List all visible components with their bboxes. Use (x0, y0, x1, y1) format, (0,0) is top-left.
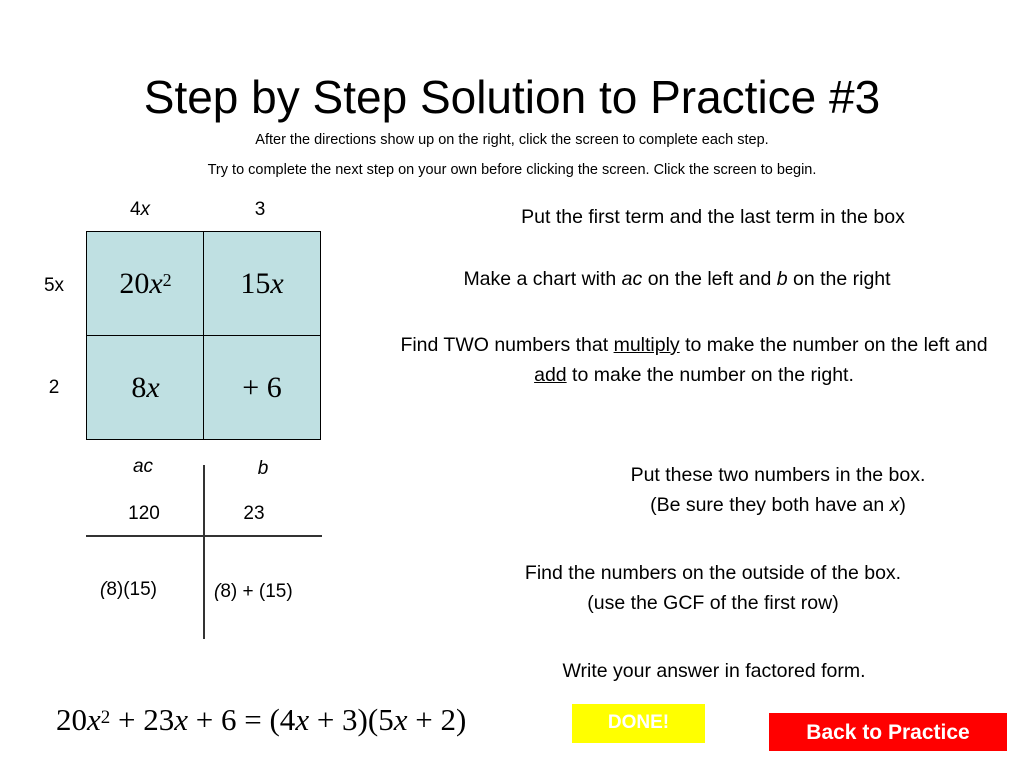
chart-product-rest: 8)(15) (106, 579, 158, 600)
step-5 (446, 558, 980, 618)
box-top-label-1 (110, 198, 170, 222)
chart-b-label-text: b (257, 458, 269, 479)
step-5-line-2: (use the GCF of the first row) (587, 592, 839, 614)
box-cell-bottom-left-coef: 8 (131, 370, 147, 404)
step-1: Put the first term and the last term in the box (521, 206, 905, 228)
chart-vertical-divider (203, 465, 205, 639)
answer-var-1: x (174, 702, 189, 737)
box-cell-bottom-right: + 6 (203, 335, 321, 440)
chart-b-label (238, 457, 288, 481)
page-title: Step by Step Solution to Practice #3 (143, 71, 881, 123)
box-cell-top-left-exp: 2 (162, 269, 172, 290)
box-cell-top-right-coef: 15 (240, 267, 271, 300)
box-side-label-1: 5x (43, 275, 65, 296)
box-cell-top-left-coef: 20 (119, 267, 150, 300)
box-cell-top-right-var: x (270, 267, 284, 300)
step-4-line-2-x: x (889, 494, 900, 516)
answer-part-a: + 23 (110, 702, 175, 737)
chart-product-pair (100, 578, 190, 602)
step-2-part-b: on the left and (642, 268, 777, 290)
answer-var-2: x (295, 702, 310, 737)
box-cell-bottom-left (86, 335, 205, 440)
chart-sum-pair (214, 580, 326, 604)
chart-b-value: 23 (243, 503, 265, 524)
step-2-part-a: Make a chart with (463, 268, 622, 290)
answer-part-c: + 3)(5 (309, 702, 394, 737)
chart-product-open-paren: ( (100, 579, 107, 600)
chart-ac-label-text: ac (132, 456, 154, 477)
back-to-practice-button[interactable]: Back to Practice (768, 712, 1008, 752)
step-3-part-c: to make the number on the right. (566, 364, 854, 386)
instruction-line-2: Try to complete the next step on your own before clicking the screen. Click the screen to begin. (207, 162, 817, 178)
step-2 (374, 264, 980, 294)
chart-sum-rest: 8) + (15) (220, 581, 293, 602)
step-4 (560, 460, 996, 520)
answer-part-b: + 6 = (4 (188, 702, 296, 737)
step-3-add: add (534, 364, 567, 386)
step-6: Write your answer in factored form. (562, 660, 866, 682)
step-4-line-2-a: (Be sure they both have an (650, 494, 890, 516)
instruction-line-1: After the directions show up on the right, click the screen to complete each step. (255, 132, 769, 148)
step-2-b: b (776, 268, 788, 290)
chart-ac-value: 120 (128, 503, 160, 524)
final-answer-equation (56, 700, 466, 740)
box-top-label-2: 3 (254, 199, 266, 220)
answer-var-3: x (393, 702, 408, 737)
answer-lhs-var: x (87, 702, 101, 737)
box-cell-top-left-var: x (149, 267, 163, 300)
box-side-label-2: 2 (48, 377, 60, 398)
box-cell-bottom-left-var: x (146, 370, 160, 404)
step-4-line-1: Put these two numbers in the box. (630, 464, 926, 486)
chart-horizontal-divider (86, 535, 322, 537)
step-2-part-c: on the right (787, 268, 891, 290)
box-cell-top-right (203, 231, 321, 337)
chart-sum-open-paren: ( (214, 581, 221, 602)
done-button[interactable]: DONE! (572, 704, 705, 743)
box-cell-top-left (86, 231, 205, 337)
step-4-line-2-b: ) (899, 494, 906, 516)
box-top-label-1-var: x (140, 199, 151, 220)
step-2-ac: ac (621, 268, 643, 290)
step-3-multiply: multiply (613, 334, 680, 356)
step-3 (398, 330, 990, 390)
answer-lhs-exp: 2 (100, 707, 111, 728)
step-3-part-a: Find TWO numbers that (400, 334, 614, 356)
box-top-label-1-coef: 4 (129, 199, 141, 220)
answer-lhs-coef: 20 (56, 702, 87, 737)
step-4-line-2 (560, 490, 996, 520)
step-5-line-1: Find the numbers on the outside of the box. (524, 562, 902, 584)
step-3-part-b: to make the number on the left and (679, 334, 988, 356)
chart-ac-label (118, 455, 168, 479)
answer-part-d: + 2) (407, 702, 467, 737)
